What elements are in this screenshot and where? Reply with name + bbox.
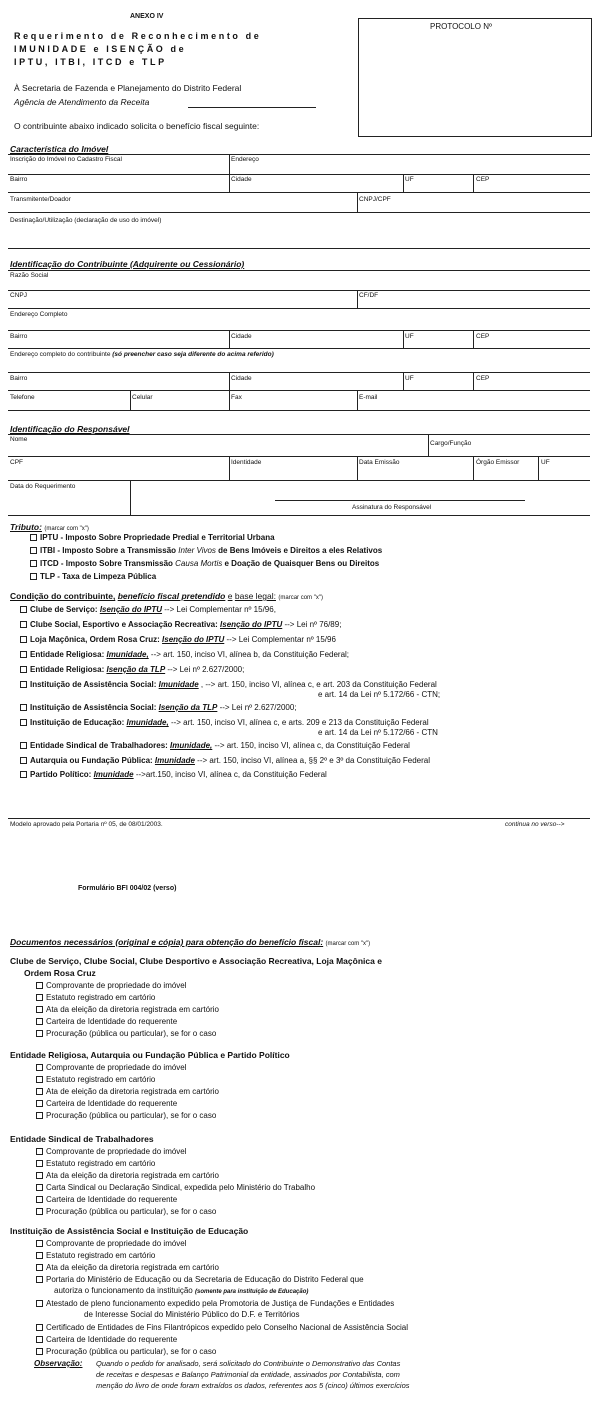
uf-field-2[interactable]: UF xyxy=(405,333,414,340)
condicao-name: Entidade Sindical de Trabalhadores: xyxy=(30,741,168,750)
divider xyxy=(428,434,429,456)
doc-option[interactable] xyxy=(36,1075,155,1084)
doc-label: Ata da eleição da diretoria registrada em cartório xyxy=(46,1263,219,1272)
checkbox[interactable] xyxy=(30,573,37,580)
divider xyxy=(473,372,474,390)
tributo-label: ITCD - Imposto Sobre Transmissão xyxy=(40,559,176,568)
cidade-field[interactable]: Cidade xyxy=(231,176,252,183)
divider xyxy=(8,372,590,373)
condicao-law: -->art.150, inciso VI, alínea c, da Constituição Federal xyxy=(133,770,327,779)
bairro-field-2[interactable]: Bairro xyxy=(10,333,28,340)
condicao-law: --> art. 150, inciso VI, alínea c, da Constituição Federal xyxy=(212,741,410,750)
checkbox[interactable] xyxy=(36,1064,43,1071)
doc-option[interactable] xyxy=(36,1087,219,1096)
checkbox[interactable] xyxy=(36,1264,43,1271)
continua-note: continua no verso--> xyxy=(505,821,565,828)
endereco-contribuinte-field[interactable] xyxy=(10,351,274,358)
celular-field[interactable]: Celular xyxy=(132,394,153,401)
checkbox[interactable] xyxy=(36,1100,43,1107)
condicao-title: Condição do contribuinte, xyxy=(10,591,116,601)
condicao-option[interactable] xyxy=(20,718,429,727)
title-line-1: Requerimento de Reconhecimento de xyxy=(14,31,262,41)
divider xyxy=(8,515,590,516)
uf-field-3[interactable]: UF xyxy=(405,375,414,382)
cep-field[interactable]: CEP xyxy=(476,176,490,183)
checkbox[interactable] xyxy=(20,606,27,613)
tributo-label-italic: Causa Mortis xyxy=(175,559,223,568)
condicao-name: Instituição de Assistência Social: xyxy=(30,703,157,712)
divider xyxy=(229,154,230,192)
checkbox[interactable] xyxy=(36,1300,43,1307)
cep-field-2[interactable]: CEP xyxy=(476,333,490,340)
docs-header xyxy=(10,937,370,947)
checkbox[interactable] xyxy=(36,1348,43,1355)
condicao-option[interactable] xyxy=(20,665,244,674)
condicao-option[interactable] xyxy=(20,741,410,750)
doc-option[interactable] xyxy=(36,1275,364,1284)
divider xyxy=(130,390,131,410)
condicao-and: e xyxy=(227,591,233,601)
doc-label: autoriza o funcionamento da instituição xyxy=(54,1286,193,1295)
condicao-law: --> art. 150, inciso VI, alínea a, §§ 2º e 3º da Constituição Federal xyxy=(194,756,431,765)
condicao-base: base legal: xyxy=(234,591,276,601)
divider xyxy=(8,308,590,309)
divider xyxy=(229,372,230,390)
divider xyxy=(8,270,590,271)
divider xyxy=(473,456,474,480)
doc-option[interactable] xyxy=(36,1347,216,1356)
doc-label: Procuração (pública ou particular), se for o caso xyxy=(46,1111,217,1120)
checkbox[interactable] xyxy=(36,1148,43,1155)
docs-title: Documentos necessários (original e cópia) para obtenção do benefício fiscal: xyxy=(10,937,324,947)
divider xyxy=(229,390,230,410)
checkbox[interactable] xyxy=(20,704,27,711)
doc-label: Estatuto registrado em cartório xyxy=(46,1075,156,1084)
group-title: Clube de Serviço, Clube Social, Clube Desportivo e Associação Recreativa, Loja Maçônica e xyxy=(10,956,382,966)
checkbox[interactable] xyxy=(36,1184,43,1191)
condicao-name: Instituição de Assistência Social: xyxy=(30,680,157,689)
doc-option[interactable] xyxy=(36,1299,394,1308)
divider xyxy=(8,154,590,155)
condicao-option[interactable] xyxy=(20,680,437,689)
obs-label: Observação: xyxy=(34,1359,83,1368)
anexo-label: ANEXO IV xyxy=(130,13,164,20)
divider xyxy=(403,330,404,348)
doc-option[interactable] xyxy=(36,1029,216,1038)
fax-field[interactable]: Fax xyxy=(231,394,242,401)
orgao-emissor-field[interactable]: Órgão Emissor xyxy=(476,459,520,466)
group-title-cont: Ordem Rosa Cruz xyxy=(24,968,96,978)
divider xyxy=(8,456,590,457)
divider xyxy=(8,348,590,349)
tributo-option-itbi[interactable] xyxy=(30,546,382,555)
condicao-name: Clube de Serviço: xyxy=(30,605,98,614)
condicao-benefit-value: Imunidade xyxy=(158,680,199,689)
doc-label: Carteira de Identidade do requerente xyxy=(46,1099,178,1108)
doc-label: Carteira de Identidade do requerente xyxy=(46,1335,178,1344)
email-field[interactable]: E-mail xyxy=(359,394,378,401)
identidade-field[interactable]: Identidade xyxy=(231,459,262,466)
cnpj-field[interactable]: CNPJ xyxy=(10,292,27,299)
cidade-field-2[interactable]: Cidade xyxy=(231,333,252,340)
agency-line[interactable] xyxy=(188,107,316,108)
condicao-option[interactable] xyxy=(20,635,336,644)
title-line-2: IMUNIDADE e ISENÇÃO de xyxy=(14,44,187,54)
doc-option[interactable] xyxy=(36,1017,177,1026)
divider xyxy=(403,372,404,390)
addressee: À Secretaria de Fazenda e Planejamento do Distrito Federal xyxy=(14,83,242,93)
doc-label: Portaria do Ministério de Educação ou da Secretaria de Educação do Distrito Federal que xyxy=(46,1275,364,1284)
divider xyxy=(8,410,590,411)
condicao-law: --> Lei nº 76/89; xyxy=(282,620,342,629)
condicao-law: , --> art. 150, inciso VI, alínea c, e art. 203 da Constituição Federal xyxy=(198,680,437,689)
doc-option[interactable] xyxy=(36,1239,187,1248)
doc-option[interactable] xyxy=(36,1159,155,1168)
checkbox[interactable] xyxy=(36,1160,43,1167)
checkbox[interactable] xyxy=(36,1336,43,1343)
divider xyxy=(8,212,590,213)
doc-option[interactable] xyxy=(36,993,155,1002)
doc-option[interactable] xyxy=(36,1263,219,1272)
divider xyxy=(8,330,590,331)
divider xyxy=(8,248,590,249)
checkbox[interactable] xyxy=(36,1276,43,1283)
checkbox[interactable] xyxy=(36,1006,43,1013)
divider xyxy=(8,434,590,435)
checkbox[interactable] xyxy=(30,534,37,541)
condicao-law-cont: e art. 14 da Lei nº 5.172/66 - CTN; xyxy=(318,690,441,699)
condicao-header xyxy=(10,591,323,601)
condicao-option[interactable] xyxy=(20,770,327,779)
bairro-field[interactable]: Bairro xyxy=(10,176,28,183)
contribuinte-title: Identificação do Contribuinte (Adquirente ou Cessionário) xyxy=(10,259,245,269)
divider xyxy=(357,192,358,212)
inscricao-field[interactable]: Inscrição do Imóvel no Cadastro Fiscal xyxy=(10,156,122,163)
cnpj-cpf-field[interactable]: CNPJ/CPF xyxy=(359,196,391,203)
cargo-field[interactable]: Cargo/Função xyxy=(430,440,472,447)
doc-label: Ata de eleição da diretoria registrada em cartório xyxy=(46,1087,219,1096)
doc-note: (somente para instituição de Educação) xyxy=(195,1289,309,1295)
cpf-field[interactable]: CPF xyxy=(10,459,23,466)
condicao-name: Instituição de Educação: xyxy=(30,718,125,727)
checkbox[interactable] xyxy=(20,757,27,764)
intro-text: O contribuinte abaixo indicado solicita o benefício fiscal seguinte: xyxy=(14,121,260,131)
checkbox[interactable] xyxy=(36,1030,43,1037)
doc-label: Procuração (pública ou particular), se for o caso xyxy=(46,1029,217,1038)
protocol-label: PROTOCOLO Nº xyxy=(430,22,492,31)
checkbox[interactable] xyxy=(36,1076,43,1083)
doc-label: Ata da eleição da diretoria registrada em cartório xyxy=(46,1005,219,1014)
obs-line: menção do livro de onde foram extraídos os dados, referentes aos 5 (cinco) últimos exercícios xyxy=(96,1381,410,1390)
endereco-contribuinte-note: (só preencher caso seja diferente do acima referido) xyxy=(112,351,274,358)
condicao-law: --> Lei Complementar nº 15/96 xyxy=(224,635,336,644)
condicao-name: Clube Social, Esportivo e Associação Recreativa: xyxy=(30,620,218,629)
condicao-law: --> Lei nº 2.627/2000; xyxy=(217,703,297,712)
uf-field[interactable]: UF xyxy=(405,176,414,183)
condicao-law: --> art. 150, inciso VI, alínea b, da Constituição Federal; xyxy=(148,650,350,659)
tributo-note: (marcar com "x") xyxy=(44,526,89,532)
doc-label: Ata da eleição da diretoria registrada em cartório xyxy=(46,1171,219,1180)
condicao-note: (marcar com "x") xyxy=(278,595,323,601)
condicao-law: --> Lei Complementar nº 15/96, xyxy=(162,605,276,614)
nome-field[interactable]: Nome xyxy=(10,436,28,443)
tributo-header xyxy=(10,522,89,532)
doc-option[interactable] xyxy=(36,1005,219,1014)
signature-line[interactable] xyxy=(275,500,525,501)
checkbox[interactable] xyxy=(36,1112,43,1119)
endereco-field[interactable]: Endereço xyxy=(231,156,259,163)
divider xyxy=(403,174,404,192)
divider xyxy=(229,456,230,480)
condicao-benefit-value: Imunidade, xyxy=(126,718,169,727)
tributo-title: Tributo: xyxy=(10,522,42,532)
endereco-completo-field[interactable]: Endereço Completo xyxy=(10,311,68,318)
tributo-label-rest: de Bens Imóveis e Direitos a eles Relativos xyxy=(215,546,383,555)
divider xyxy=(357,456,358,480)
divider xyxy=(8,174,590,175)
protocol-box xyxy=(358,18,592,137)
checkbox[interactable] xyxy=(36,1172,43,1179)
divider xyxy=(8,290,590,291)
divider xyxy=(357,390,358,410)
condicao-name: Partido Político: xyxy=(30,770,92,779)
doc-label: Comprovante de propriedade do imóvel xyxy=(46,1063,187,1072)
divider xyxy=(8,818,590,819)
agency-label: Agência de Atendimento da Receita xyxy=(14,97,150,107)
divider xyxy=(229,330,230,348)
doc-option[interactable] xyxy=(36,1195,177,1204)
title-line-3: IPTU, ITBI, ITCD e TLP xyxy=(14,57,167,67)
checkbox[interactable] xyxy=(36,1252,43,1259)
destinacao-field[interactable]: Destinação/Utilização (declaração de uso do imóvel) xyxy=(10,217,162,224)
condicao-benefit-value: Isenção da TLP xyxy=(158,703,218,712)
doc-option[interactable] xyxy=(36,1183,315,1192)
doc-label: Certificado de Entidades de Fins Filantrópicos expedido pelo Conselho Nacional de Assistência Social xyxy=(46,1323,408,1332)
condicao-name: Loja Maçônica, Ordem Rosa Cruz: xyxy=(30,635,160,644)
checkbox[interactable] xyxy=(20,719,27,726)
condicao-benefit-value: Isenção do IPTU xyxy=(220,620,283,629)
data-requerimento-field[interactable]: Data do Requerimento xyxy=(10,483,76,490)
doc-label: Estatuto registrado em cartório xyxy=(46,993,156,1002)
imovel-title: Característica do Imóvel xyxy=(10,144,109,154)
condicao-benefit-value: Imunidade xyxy=(93,770,134,779)
modelo-note: Modelo aprovado pela Portaria nº 05, de 08/01/2003. xyxy=(10,821,163,828)
checkbox[interactable] xyxy=(20,666,27,673)
condicao-law: --> Lei nº 2.627/2000; xyxy=(165,665,245,674)
tributo-label-italic: Inter Vivos xyxy=(178,546,216,555)
condicao-law: --> art. 150, inciso VI, alínea c, e arts. 209 e 213 da Constituição Federal xyxy=(168,718,429,727)
checkbox[interactable] xyxy=(36,982,43,989)
divider xyxy=(473,330,474,348)
doc-label: Estatuto registrado em cartório xyxy=(46,1251,156,1260)
divider xyxy=(8,192,590,193)
condicao-option[interactable] xyxy=(20,620,341,629)
condicao-benefit-value: Imunidade xyxy=(154,756,195,765)
checkbox[interactable] xyxy=(20,742,27,749)
condicao-law-cont: e art. 14 da Lei nº 5.172/66 - CTN xyxy=(318,728,438,737)
checkbox[interactable] xyxy=(36,1240,43,1247)
assinatura-label: Assinatura do Responsável xyxy=(352,504,432,511)
doc-label: Comprovante de propriedade do imóvel xyxy=(46,1239,187,1248)
doc-label: Procuração (pública ou particular), se for o caso xyxy=(46,1207,217,1216)
checkbox[interactable] xyxy=(20,651,27,658)
cidade-field-3[interactable]: Cidade xyxy=(231,375,252,382)
checkbox[interactable] xyxy=(36,1208,43,1215)
group-title: Entidade Religiosa, Autarquia ou Fundação Pública e Partido Político xyxy=(10,1050,290,1060)
doc-label: Estatuto registrado em cartório xyxy=(46,1159,156,1168)
doc-label: Atestado de pleno funcionamento expedido pela Promotoria de Justiça de Fundações e Entidades xyxy=(46,1299,395,1308)
doc-option[interactable] xyxy=(36,981,187,990)
doc-option[interactable] xyxy=(36,1335,177,1344)
tributo-option-itcd[interactable] xyxy=(30,559,379,568)
uf-field-4[interactable]: UF xyxy=(541,459,550,466)
doc-option[interactable] xyxy=(36,1063,187,1072)
doc-option[interactable] xyxy=(36,1099,177,1108)
divider xyxy=(538,456,539,480)
doc-label: Comprovante de propriedade do imóvel xyxy=(46,1147,187,1156)
doc-option[interactable] xyxy=(36,1323,408,1332)
tributo-label-rest: e Doação de Quaisquer Bens ou Direitos xyxy=(222,559,380,568)
checkbox[interactable] xyxy=(20,621,27,628)
doc-option[interactable] xyxy=(36,1111,216,1120)
divider xyxy=(130,480,131,516)
condicao-option[interactable] xyxy=(20,605,276,614)
condicao-benefit-value: Isenção do IPTU xyxy=(99,605,163,614)
checkbox[interactable] xyxy=(36,1018,43,1025)
divider xyxy=(473,174,474,192)
obs-line: Quando o pedido for analisado, será solicitado do Contribuinte o Demonstrativo das Contas xyxy=(96,1359,401,1368)
condicao-benefit-value: Isenção do IPTU xyxy=(162,635,225,644)
checkbox[interactable] xyxy=(36,994,43,1001)
checkbox[interactable] xyxy=(30,560,37,567)
doc-label-cont xyxy=(54,1286,308,1295)
condicao-option[interactable] xyxy=(20,650,349,659)
group-title: Entidade Sindical de Trabalhadores xyxy=(10,1134,154,1144)
condicao-option[interactable] xyxy=(20,756,430,765)
cfdf-field[interactable]: CF/DF xyxy=(359,292,379,299)
tributo-label: ITBI - Imposto Sobre a Transmissão xyxy=(40,546,179,555)
condicao-benefit-value: Imunidade, xyxy=(106,650,149,659)
group-title: Instituição de Assistência Social e Instituição de Educação xyxy=(10,1226,249,1236)
bairro-field-3[interactable]: Bairro xyxy=(10,375,28,382)
endereco-contribuinte-label: Endereço completo do contribuinte xyxy=(10,351,111,358)
formulario-label: Formulário BFI 004/02 (verso) xyxy=(78,885,177,892)
tributo-label: TLP - Taxa de Limpeza Pública xyxy=(40,572,157,581)
doc-label: Carta Sindical ou Declaração Sindical, expedida pelo Ministério do Trabalho xyxy=(46,1183,316,1192)
condicao-name: Entidade Religiosa: xyxy=(30,650,105,659)
doc-option[interactable] xyxy=(36,1171,219,1180)
doc-option[interactable] xyxy=(36,1251,155,1260)
checkbox[interactable] xyxy=(20,636,27,643)
doc-option[interactable] xyxy=(36,1207,216,1216)
responsavel-title: Identificação do Responsável xyxy=(10,424,130,434)
divider xyxy=(357,290,358,308)
checkbox[interactable] xyxy=(20,771,27,778)
tributo-option-iptu[interactable] xyxy=(30,533,275,542)
tributo-option-tlp[interactable] xyxy=(30,572,156,581)
checkbox[interactable] xyxy=(36,1324,43,1331)
checkbox[interactable] xyxy=(36,1088,43,1095)
cep-field-3[interactable]: CEP xyxy=(476,375,490,382)
doc-label: Procuração (pública ou particular), se for o caso xyxy=(46,1347,217,1356)
obs-line: de receitas e despesas e Balanço Patrimonial da entidade, assinados por Contabilista, com xyxy=(96,1370,400,1379)
tributo-label: IPTU - Imposto Sobre Propriedade Predial e Territorial Urbana xyxy=(40,533,275,542)
condicao-name: Entidade Religiosa: xyxy=(30,665,105,674)
razao-field[interactable]: Razão Social xyxy=(10,272,49,279)
checkbox[interactable] xyxy=(20,681,27,688)
condicao-benefit-value: Imunidade, xyxy=(170,741,213,750)
transmitente-field[interactable]: Transmitente/Doador xyxy=(10,196,71,203)
checkbox[interactable] xyxy=(36,1196,43,1203)
doc-label: Comprovante de propriedade do imóvel xyxy=(46,981,187,990)
condicao-benefit: benefício fiscal pretendido xyxy=(117,591,226,601)
doc-label-cont: de Interesse Social do Ministério Público do D.F. e Territórios xyxy=(84,1310,300,1319)
divider xyxy=(8,480,590,481)
condicao-option[interactable] xyxy=(20,703,297,712)
checkbox[interactable] xyxy=(30,547,37,554)
data-emissao-field[interactable]: Data Emissão xyxy=(359,459,400,466)
telefone-field[interactable]: Telefone xyxy=(10,394,35,401)
docs-note: (marcar com "x") xyxy=(325,941,371,947)
condicao-name: Autarquia ou Fundação Pública: xyxy=(30,756,153,765)
doc-label: Carteira de Identidade do requerente xyxy=(46,1017,178,1026)
divider xyxy=(8,390,590,391)
doc-label: Carteira de Identidade do requerente xyxy=(46,1195,178,1204)
condicao-benefit-value: Isenção da TLP xyxy=(106,665,166,674)
doc-option[interactable] xyxy=(36,1147,187,1156)
